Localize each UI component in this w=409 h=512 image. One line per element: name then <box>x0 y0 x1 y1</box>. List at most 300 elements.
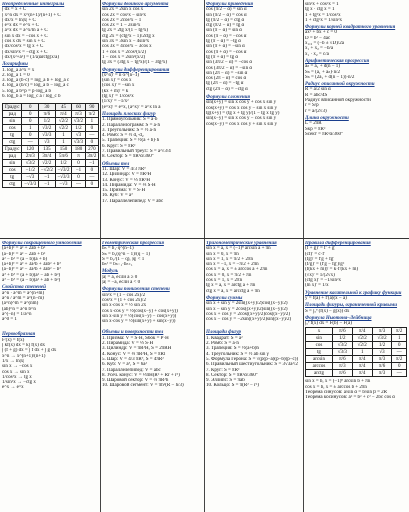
reduce-list <box>206 7 302 92</box>
table-cell: 1 <box>392 335 407 342</box>
formula-line: 16. Куб: V = a³ <box>102 193 133 199</box>
table-row <box>306 370 407 377</box>
formula-line: (kx + m)' = k <box>102 88 129 94</box>
section-title-tangent: Уравнение касательной к графику функции <box>305 290 402 296</box>
table-row <box>3 118 99 125</box>
formula-line: cos (3π/2 − α) = −sin α <box>206 65 252 71</box>
formula-line: 7. Параллелепипед: V = abc <box>102 367 161 373</box>
formula-line: e^x → e^x <box>2 385 24 391</box>
formula-line: Sₙ = (a₁ + aₙ)·n/2 <box>305 69 340 75</box>
formula-line: (x^n)' = n·x^(n−1) <box>102 72 140 78</box>
table-cell: cos <box>3 125 22 132</box>
formula-line: (e^x)' = e^x, (a^x)' = a^x ln a <box>102 104 161 110</box>
table-cell: 1/2 <box>39 118 56 125</box>
formula-line: 9. Шаровой сектор: V = ⅔ πR²h <box>102 378 169 384</box>
log-list <box>2 68 99 100</box>
formula-line: tg 2x = 2tg x/(1 − tg²x) <box>102 28 149 34</box>
column-reduction <box>206 2 302 236</box>
table-row <box>306 356 407 363</box>
formula-line: a^(−n) = 1/a^n <box>2 311 32 317</box>
formula-line: sin x + sin y = 2sin((x+y)/2)cos((x−y)/2) <box>206 301 288 307</box>
formula-line: cos²x = (1 + cos 2x)/2 <box>102 297 146 303</box>
area-list <box>102 117 203 159</box>
formula-line: r = a/(2√3) <box>305 108 327 114</box>
table-cell: 5π/6 <box>55 153 72 160</box>
formula-line: ctg x = a, x = arcctg a + πn <box>206 288 260 294</box>
table-cell: 1 <box>85 118 98 125</box>
formula-line: sin (π/2 − α) = cos α <box>206 12 247 18</box>
table-cell: π/6 <box>332 370 352 377</box>
formula-line: 7. Правильный треуг.: S = a²√3/4 <box>102 149 171 155</box>
bottom-list <box>305 379 407 400</box>
vol-list <box>102 336 203 389</box>
trig-eq-list <box>206 246 302 294</box>
formula-line: tg (π/2 − α) = ctg α <box>206 17 245 23</box>
formula-line: 14. Пирамида: V = ⅓ S·H <box>102 182 156 188</box>
column-multiplication <box>2 241 99 510</box>
table-cell: π/3 <box>332 363 352 370</box>
formula-line: a^n · a^m = a^(n+m) <box>2 290 45 296</box>
table-row <box>3 139 99 146</box>
table-header-cell: x <box>306 328 333 335</box>
formula-line: sin (2π − α) = −sin α <box>206 70 248 76</box>
table-row <box>3 153 99 160</box>
table-row <box>3 132 99 139</box>
column-equations <box>305 2 407 236</box>
formula-line: 2. log_a 1 = 0 <box>2 72 30 78</box>
table-cell: arccos <box>306 363 333 370</box>
table-row <box>306 342 407 349</box>
table-cell: π/6 <box>372 363 392 370</box>
formula-line: aₙ = a₁ + d(n − 1) <box>305 64 340 70</box>
table-cell: π/4 <box>352 363 372 370</box>
formula-line: a³ − b³ = (a − b)(a² + ab + b²) <box>2 278 61 284</box>
table-cell: 1/2 <box>55 160 72 167</box>
fig-list <box>206 336 302 389</box>
table-cell: 1/2 <box>372 342 392 349</box>
table-cell: 1/2 <box>332 335 352 342</box>
formula-line: x₁,₂ = (−b ± √D)/2a <box>305 41 344 47</box>
formula-line: ∫ (f + g) dx = ∫ f dx + ∫ g dx <box>2 348 57 354</box>
formula-line: 5. Формула Герона: S = √(p(p−a)(p−b)(p−c)) <box>206 356 299 362</box>
table-cell: 1/2 <box>72 125 85 132</box>
formula-line: |a| = a, если a ≥ 0 <box>102 274 138 280</box>
formula-line: a^0 = 1 <box>2 317 17 323</box>
formula-line: tg 3x = (3tg x − tg³x)/(1 − 3tg²x) <box>102 60 168 66</box>
formula-line: 12. Цилиндр: V = πR²H <box>102 172 152 178</box>
table-cell: 3π/2 <box>85 153 98 160</box>
table-cell: √3/2 <box>72 118 85 125</box>
formula-line: ∫ dx = x + C <box>2 7 27 13</box>
rules-list <box>305 246 407 288</box>
table-cell: √3/3 <box>332 349 352 356</box>
table-cell: рад <box>3 153 22 160</box>
formula-line: Sₙ = b₁(q^n − 1)/(q − 1) <box>102 251 150 257</box>
formula-line: 10. Шаровой сегмент: V = πh²(R − h/3) <box>102 383 184 389</box>
formula-line: ax² + bx + c = 0 <box>305 30 337 36</box>
table-row <box>3 146 99 153</box>
table-cell: √2/2 <box>352 342 372 349</box>
formula-line: (a^n)^m = a^(nm) <box>2 301 39 307</box>
formula-line: 3. Трапеция: S = ½(a+b)h <box>206 346 259 352</box>
formula-line: (sin x)' = cos x <box>102 78 132 84</box>
section-title-antiderivative: Первообразная <box>2 332 36 338</box>
formula-line: ∫ sin x dx = −cos x + C <box>2 33 48 39</box>
section-title-reduction: Формулы приведения <box>206 2 253 7</box>
formula-line: (1/x)' = −1/x² <box>102 99 129 105</box>
table-cell: 150 <box>55 146 72 153</box>
len-list <box>305 121 407 137</box>
formula-line: Sкр = πR² <box>305 126 326 132</box>
section-title-volumes: Объемы тел <box>102 161 130 167</box>
table-cell: 0 <box>392 342 407 349</box>
table-cell: — <box>22 139 39 146</box>
table-row <box>3 167 99 174</box>
table-cell: −√3/3 <box>22 181 39 188</box>
formula-line: 1 + cos x = 2cos²(x/2) <box>102 49 146 55</box>
table-row <box>306 335 407 342</box>
table-cell: −1 <box>39 181 56 188</box>
table-cell: −1 <box>39 174 56 181</box>
half-list <box>102 293 203 325</box>
table-cell: 0 <box>85 167 98 174</box>
formula-line: tg (π − α) = −tg α <box>206 39 241 45</box>
double-list <box>102 7 203 65</box>
table-cell: — <box>392 370 407 377</box>
column-divider <box>204 0 205 512</box>
table-cell: −√3 <box>55 181 72 188</box>
formula-line: 6. Правильный шестиугольник: S = 3√3a²/2 <box>206 362 298 368</box>
deg-list <box>2 291 99 323</box>
section-title-quadratic: Формулы корней квадратного уравнения <box>305 25 396 31</box>
table-cell: −√2/2 <box>39 167 56 174</box>
arc-values-table <box>305 327 407 377</box>
table-cell: √3/2 <box>39 125 56 132</box>
column-integrals-logs <box>2 2 99 236</box>
formula-line: (a−b)³ = a³ − 3a²b + 3ab² − b³ <box>2 267 61 273</box>
table-row <box>306 363 407 370</box>
formula-line: sin²x + cos²x = 1 <box>305 2 339 7</box>
eq-list <box>305 30 407 56</box>
circle-list <box>305 87 407 113</box>
column-trig-equations <box>206 241 302 510</box>
formula-line: bₙ = b₁·q^(n−1) <box>102 246 134 252</box>
section-title-diff-rules: Правила дифференцирования <box>305 241 371 246</box>
table-cell: tg <box>3 132 22 139</box>
table-header-cell: π/4 <box>352 328 372 335</box>
table-cell: π/6 <box>332 356 352 363</box>
table-cell: 120 <box>22 146 39 153</box>
table-row <box>306 349 407 356</box>
formula-line: 2. Ромб: S = a·h <box>206 341 239 347</box>
table-cell: π/4 <box>55 111 72 118</box>
section-title-newton-leibniz: Формула Ньютона–Лейбница <box>305 315 372 321</box>
formula-line: ctg (2π − α) = −ctg α <box>206 86 248 92</box>
formula-line: 5. log_a b^p = p·log_a b <box>2 88 52 94</box>
table-cell: 2π/3 <box>22 153 39 160</box>
formula-line: 1/cos²x → tg x <box>2 374 32 380</box>
table-cell: −1/2 <box>22 167 39 174</box>
formula-line: (ab)^n = a^n b^n <box>2 306 36 312</box>
formula-line: sin x = a, x = (−1)ⁿ arcsin a + πn <box>206 246 271 252</box>
formula-line: y = f(a) + f'(a)(x − a) <box>305 295 347 301</box>
column-double-arg <box>102 2 203 236</box>
formula-line: sin x = b, x = (−1)ⁿ arcsin b + πn <box>305 379 371 385</box>
table-row <box>3 160 99 167</box>
section-title-circumference: Длина окружности <box>305 115 349 121</box>
formula-line: ∫ kf(x) dx = k∫ f(x) dx <box>2 343 46 349</box>
table-row <box>3 174 99 181</box>
formula-line: a^n / a^m = a^(n−m) <box>2 295 44 301</box>
formula-line: 6. Круг: S = πR² <box>102 143 136 149</box>
section-title-circle-radius: Радиус описанной окружности <box>305 82 375 88</box>
table-cell: 180 <box>72 146 85 153</box>
formula-line: 1/x → ln|x| <box>2 358 25 364</box>
table-cell: 0 <box>72 174 85 181</box>
formula-line: cos x − cos y = −2sin((x+y)/2)sin((x−y)/2) <box>206 317 292 323</box>
table-cell: cos <box>306 342 333 349</box>
formula-line: (f(kx + m))' = k·f'(kx + m) <box>305 267 359 273</box>
table-cell: arcsin <box>306 356 333 363</box>
formula-line: (fg)' = f'g + fg' <box>305 256 335 262</box>
formula-line: sin(x−y) = sin x cos y − cos x sin y <box>206 116 277 122</box>
formula-line: cos x → sin x <box>2 369 30 375</box>
formula-line: ∫ₐᵇ f(x) dx = F(b) − F(a) <box>305 321 352 327</box>
formula-line: ∫ dx/x = ln|x| + C <box>2 17 36 23</box>
formula-line: R = abc/4S <box>305 92 328 98</box>
integral-list <box>2 7 99 60</box>
formula-line: 10. Кольцо: S = π(R² − r²) <box>206 383 259 389</box>
formula-line: 1. log_a a^x = x <box>2 67 35 73</box>
formula-line: cos(x−y) = cos x cos y + sin x sin y <box>206 121 277 127</box>
formula-line: ctg (π/2 − α) = tg α <box>206 23 245 29</box>
table-cell: π/4 <box>352 370 372 377</box>
formula-line: 3. Треугольник: S = ½ a·h <box>102 127 156 133</box>
table-header-cell: 45 <box>55 104 72 111</box>
formula-line: cos x + cos y = 2cos((x+y)/2)cos((x−y)/2) <box>206 311 291 317</box>
formula-line: 4. Конус: V = ⅓ πR²H, S = πRl <box>102 351 166 357</box>
formula-line: x^n → x^(n+1)/(n+1) <box>2 353 46 359</box>
formula-line: 5. Шар: V = 4/3 πR³, S = 4πR² <box>102 356 164 362</box>
formula-line: 4. Ромб: S = ½ d₁·d₂ <box>102 133 144 139</box>
formula-line: ∫ dx/sin²x = −ctg x + C <box>2 49 48 55</box>
table-cell: ctg <box>3 139 22 146</box>
formula-line: (cos x)' = −sin x <box>102 83 135 89</box>
formula-line: S = ∫ₐᵇ (f(x) − g(x)) dx <box>305 308 350 314</box>
table-cell: √2/2 <box>39 160 56 167</box>
formula-line: (f/g)' = (f'g − fg')/g² <box>305 262 345 268</box>
formula-line: 9. Эллипс: S = πab <box>206 378 245 384</box>
formula-line: cos x = a, x = ± arccos a + 2πn <box>206 267 268 273</box>
table-cell: 1 <box>22 125 39 132</box>
formula-line: sin x = 0, x = πn <box>206 251 239 257</box>
formula-line: 6. Куб: V = a³, S = 6a² <box>102 362 147 368</box>
formula-line: sin x = 1, x = π/2 + 2πn <box>206 256 253 262</box>
table-cell: π <box>72 153 85 160</box>
table-header-cell: Градус <box>3 104 22 111</box>
section-title-multiplication: Формулы сокращенного умножения <box>2 241 82 246</box>
formula-line: tg (π + α) = tg α <box>206 54 239 60</box>
table-cell: 0 <box>85 181 98 188</box>
table-header-cell: π/2 <box>392 328 407 335</box>
table-cell: 3π/4 <box>39 153 56 160</box>
formula-line: ∫ cos x dx = sin x + C <box>2 39 45 45</box>
formula-line: 2. Параллелограмм: S = a·h <box>102 122 161 128</box>
formula-line: Sсект = πR²α/360° <box>305 131 344 137</box>
table-cell: 1 <box>55 139 72 146</box>
table-cell: √2/2 <box>55 118 72 125</box>
table-header-cell: 90 <box>85 104 98 111</box>
section-title-geometric: Геометрическая прогрессия <box>102 241 164 246</box>
table-cell: 0 <box>22 111 39 118</box>
formula-line: 1. Призма: V = S·H, Sбок = P·H <box>102 335 169 341</box>
table-cell: sin <box>306 335 333 342</box>
formula-line: 1/sin²x → −ctg x <box>2 380 36 386</box>
formula-line: cos x = 1, x = 2πn <box>206 278 243 284</box>
formula-line: ∫ x^n dx = x^(n+1)/(n+1) + C <box>2 12 61 18</box>
formula-line: R = a/2 sin α <box>305 87 331 93</box>
section-title-arithmetic: Арифметическая прогрессия <box>305 58 370 64</box>
formula-line: (ln x)' = 1/x <box>305 283 329 289</box>
formula-line: sin x − sin y = 2cos((x+y)/2)sin((x−y)/2) <box>206 306 288 312</box>
table-cell: √3/3 <box>39 132 56 139</box>
formula-line: 2. Пирамида: V = ⅓ S·H <box>102 341 154 347</box>
table-cell: π/3 <box>372 356 392 363</box>
table-cell: −√3/3 <box>55 174 72 181</box>
table-cell: tg <box>306 349 333 356</box>
identity-list <box>305 2 407 23</box>
formula-line: ∫ a^x dx = a^x/ln a + C <box>2 28 48 34</box>
table-cell: −1 <box>85 160 98 167</box>
formula-line: Радиус вписанной окружности <box>305 98 371 104</box>
formula-line: cos 2x = 2cos²x − 1 <box>102 17 142 23</box>
table-cell: 0 <box>22 118 39 125</box>
table-cell: cos <box>3 167 22 174</box>
formula-line: sin x → −cos x <box>2 364 33 370</box>
formula-line: 8. Сектор: S = πR²α/360° <box>206 372 258 378</box>
formula-line: cos x = 0, x = π/2 + πn <box>206 272 252 278</box>
formula-line: cos x = b, x = ± arccos b + 2πn <box>305 384 367 390</box>
formula-line: ctg 2x = (ctg²x − 1)/2ctg x <box>102 33 155 39</box>
formula-line: (√x)' = 1/(2√x) <box>305 272 335 278</box>
table-cell: — <box>392 349 407 356</box>
section-title-modulus: Модуль <box>102 269 119 275</box>
formula-line: 1 + tg²x = 1/cos²x <box>305 12 341 18</box>
formula-line: 3. Цилиндр: V = πR²H, S = 2πRH <box>102 346 172 352</box>
formula-line: tg (2π − α) = −tg α <box>206 81 244 87</box>
section-title-solid-volumes: Объемы и поверхности тел <box>102 330 164 336</box>
formula-line: sin(x+y) = sin x cos y + cos x sin y <box>206 100 277 106</box>
table-cell: ctg <box>3 181 22 188</box>
table-cell: 0 <box>72 160 85 167</box>
mod-list <box>102 275 203 286</box>
formula-line: 11. Шар: V = 4/3 πR³ <box>102 166 146 172</box>
formula-line: r = S/p <box>305 103 319 109</box>
formula-line: (a−b)² = a² − 2ab + b² <box>2 251 46 257</box>
formula-line: tg x · ctg x = 1 <box>305 7 335 13</box>
formula-line: Теорема синусов: a/sin α = b/sin β = 2R <box>305 390 387 396</box>
row-divider <box>0 238 409 239</box>
mini-table-body <box>306 335 407 377</box>
table-row <box>3 181 99 188</box>
table-header-cell: π/6 <box>332 328 352 335</box>
formula-line: (cf)' = c·f' <box>305 251 325 257</box>
formula-line: x₁ · x₂ = c/a <box>305 51 329 57</box>
section-title-bounded-area: Площадь фигуры, ограниченной кривыми <box>305 303 398 309</box>
table-cell: √2/2 <box>352 335 372 342</box>
table-cell: arctg <box>306 370 333 377</box>
section-title-lowering: Формулы понижения степени <box>102 287 170 293</box>
table-cell: √3 <box>39 139 56 146</box>
formula-line: 3. log_a (b·c) = log_a b + log_a c <box>2 78 70 84</box>
formula-line: cos x·cos y = ½(cos(x−y) + cos(x+y)) <box>102 308 178 314</box>
section-title-trig-equations: Тригонометрические уравнения <box>206 241 277 246</box>
table-cell: 0 <box>85 125 98 132</box>
arith-list <box>305 64 407 80</box>
section-title-integrals: Неопределенные интегралы <box>2 2 65 7</box>
table-cell: sin <box>3 118 22 125</box>
formula-line: sin (π + α) = −sin α <box>206 44 245 50</box>
formula-line: 15. Призма: V = S·H <box>102 188 146 194</box>
section-title-powers: Свойства степеней <box>2 285 46 291</box>
formula-line: ∫ dx/cos²x = tg x + C <box>2 44 44 50</box>
trig-values-table <box>2 103 99 188</box>
formula-line: 8. Усеч. конус: V = ⅓πH(R² + Rr + r²) <box>102 372 180 378</box>
formula-line: 6. log_b a = log_c a / log_c b <box>2 94 61 100</box>
table-cell: 0 <box>85 139 98 146</box>
formula-line: x₁ + x₂ = −b/a <box>305 46 334 52</box>
formula-line: sin²x = (1 − cos 2x)/2 <box>102 292 146 298</box>
section-title-plane-areas: Площадь плоских фигур <box>102 111 156 117</box>
table-header-cell: π/3 <box>372 328 392 335</box>
column-divider <box>303 0 304 512</box>
formula-line: cos (π + α) = −cos α <box>206 49 247 55</box>
formula-line: a² − b² = (a − b)(a + b) <box>2 256 48 262</box>
formula-line: sin x·cos y = ½(sin(x+y) + sin(x−y)) <box>102 319 176 325</box>
formula-line: 17. Параллелепипед: V = abc <box>102 198 164 204</box>
table-cell: tg <box>3 174 22 181</box>
prim-list <box>2 338 99 391</box>
formula-line: ∫ dx/(x²+a²) = (1/a)arctg(x/a) <box>2 54 60 60</box>
formula-line: (f + g)' = f' + g' <box>305 246 336 252</box>
table-cell: π/2 <box>392 356 407 363</box>
formula-line: 13. Конус: V = ⅓ πR²H <box>102 177 150 183</box>
formula-line: (a+b)² = a² + 2ab + b² <box>2 246 46 252</box>
table-cell: 0 <box>392 363 407 370</box>
table-row <box>3 111 99 118</box>
section-title-figure-areas: Площади фигур <box>206 330 241 336</box>
table-cell: π/3 <box>372 370 392 377</box>
formula-line: cos 3x = 4cos³x − 3cos x <box>102 44 152 50</box>
sum2-list <box>206 301 302 322</box>
formula-line: 8. Сектор: S = πR²α/360° <box>102 154 154 160</box>
table-cell: π/3 <box>72 111 85 118</box>
formula-line: 1. Прямоугольник: S = a·b <box>102 117 158 123</box>
deriv-list <box>102 73 203 110</box>
formula-line: 1 + ctg²x = 1/sin²x <box>305 17 342 23</box>
table-cell: −1 <box>72 167 85 174</box>
table-header-cell: 60 <box>72 104 85 111</box>
table-cell: 0 <box>22 132 39 139</box>
formula-line: bₙ² = bₙ₋₁·bₙ₊₁ <box>102 262 133 268</box>
trig-table-body <box>3 111 99 188</box>
formula-line: 4. log_a (b/c) = log_a b − log_a c <box>2 83 69 89</box>
formula-line: cos (2π − α) = cos α <box>206 76 247 82</box>
table-cell: √3 <box>72 132 85 139</box>
formula-line: 4. Треугольник: S = ½ ab sin γ <box>206 351 269 357</box>
section-title-derivatives: Формулы дифференцирования <box>102 67 170 73</box>
table-cell: √2/2 <box>55 125 72 132</box>
